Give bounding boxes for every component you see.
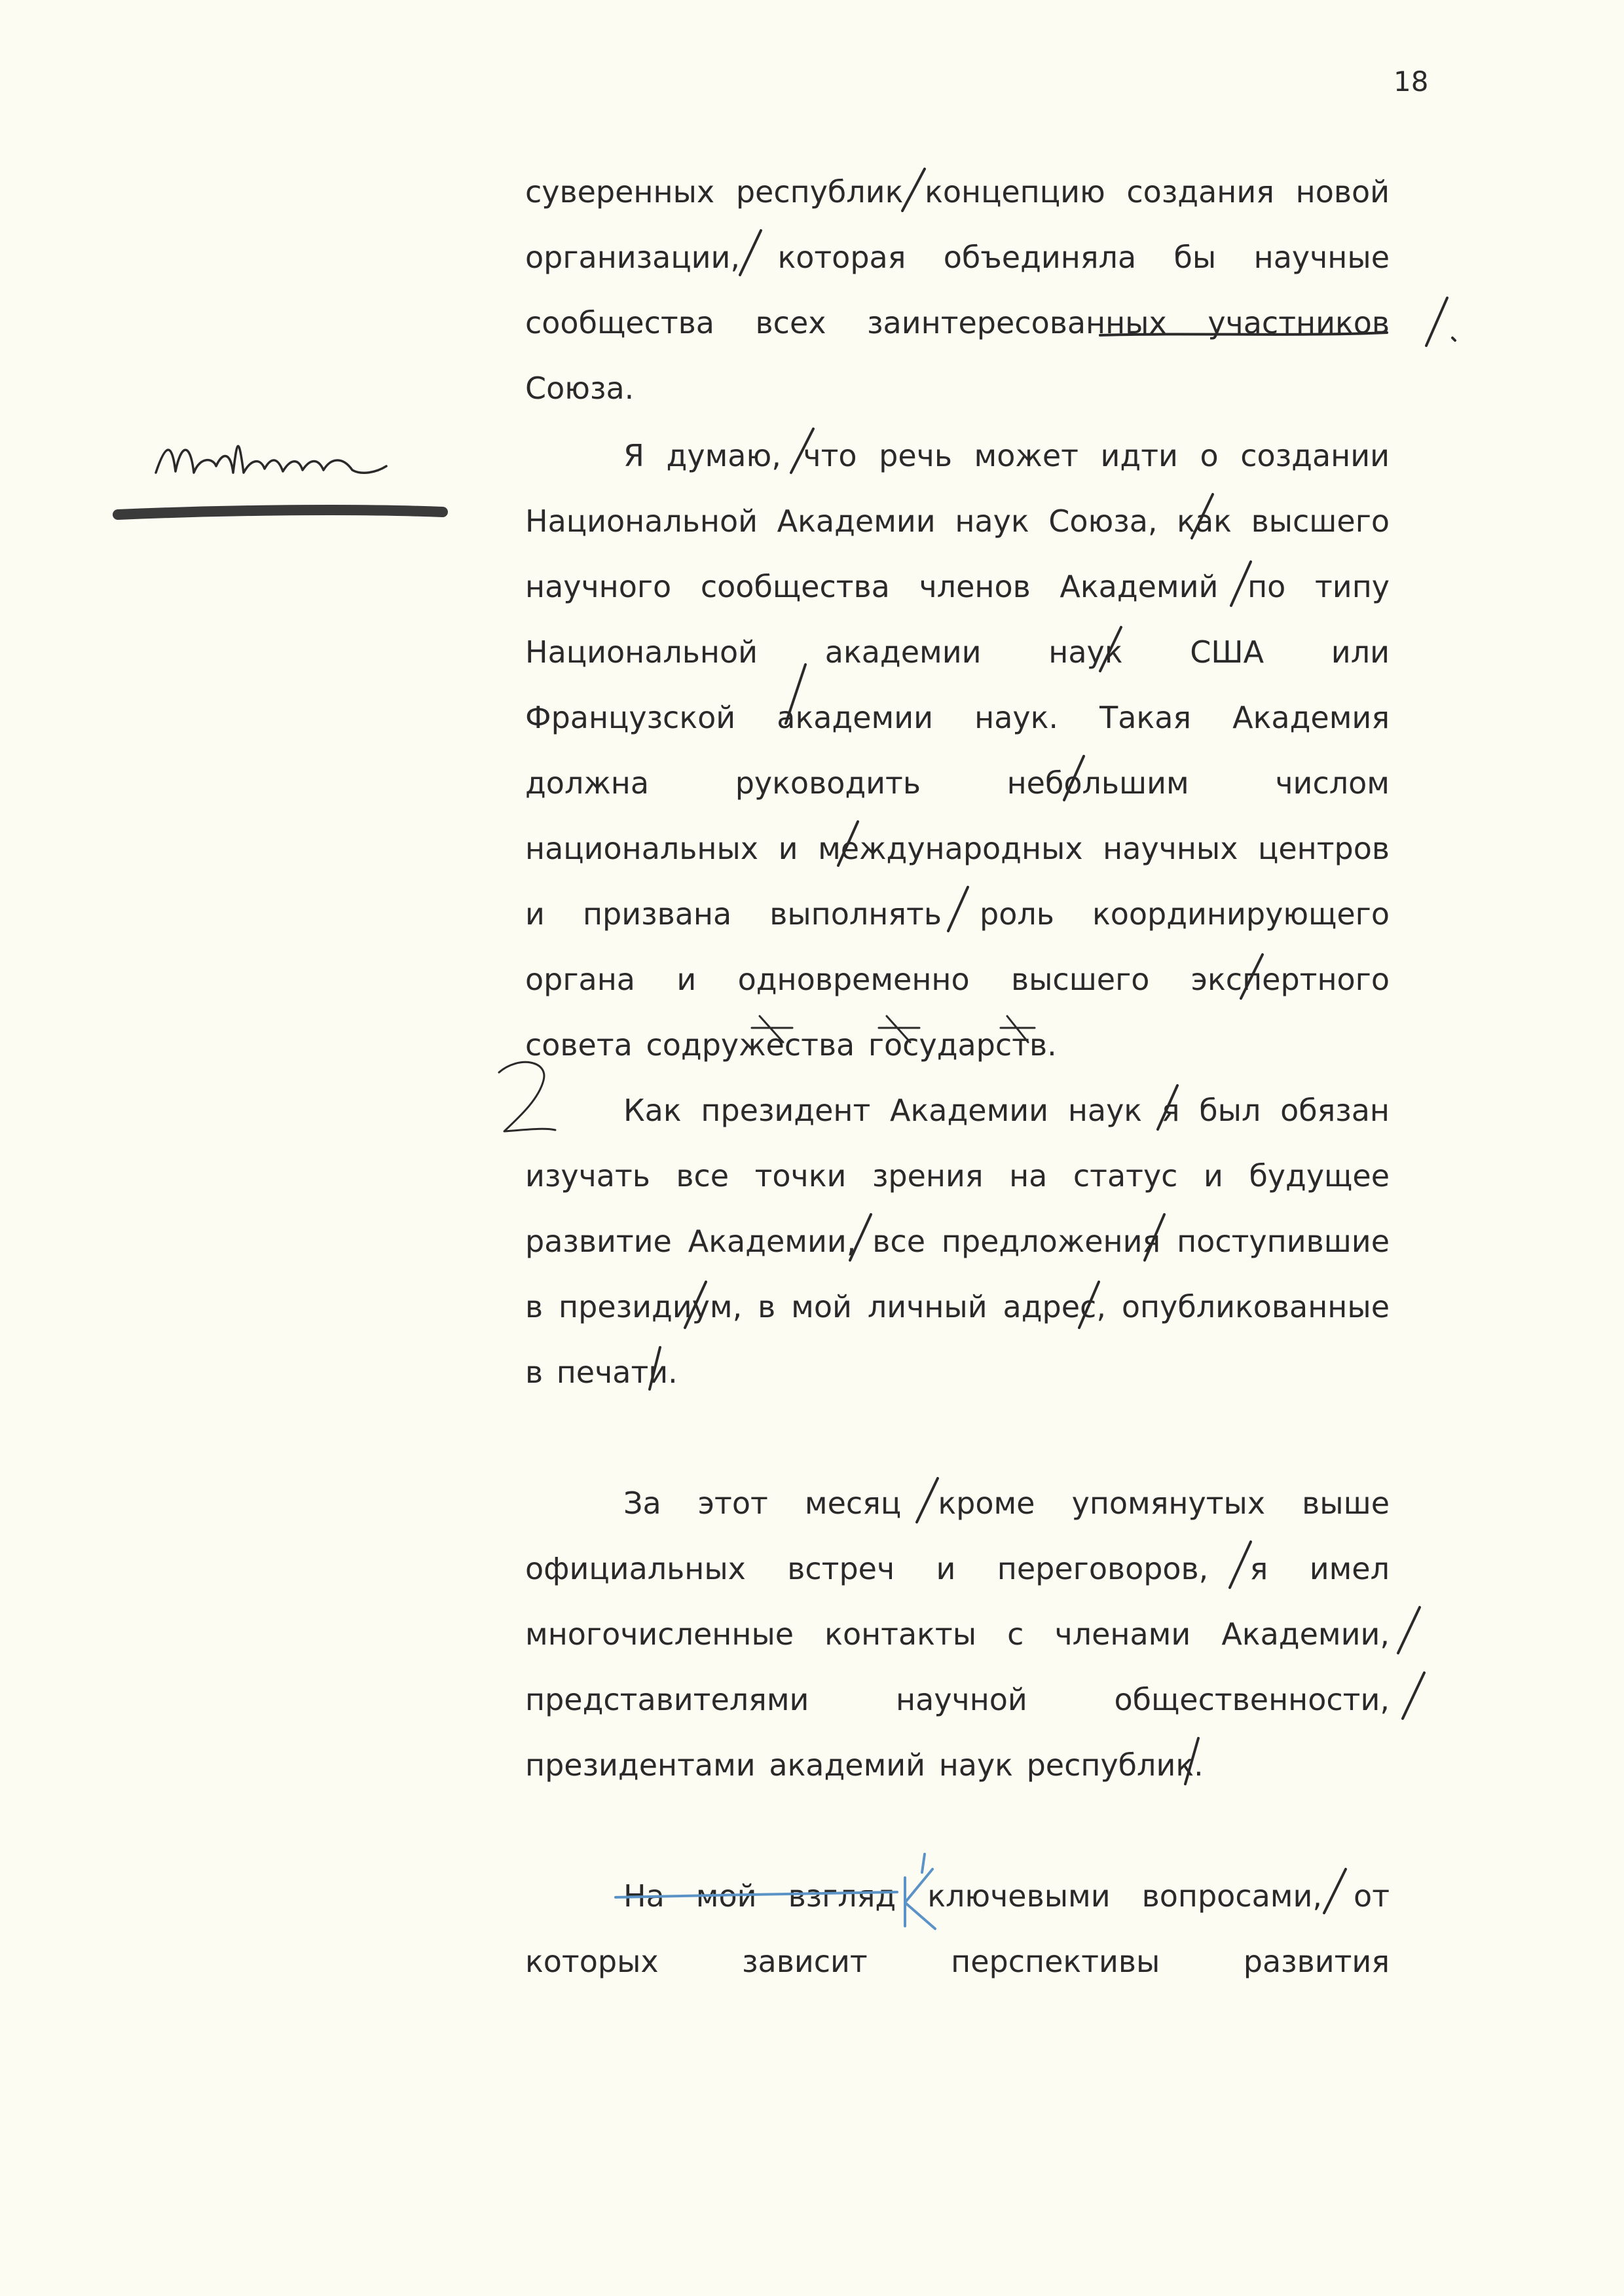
- slash-mark: [1403, 1673, 1424, 1719]
- paragraph-2: [525, 423, 1390, 1078]
- margin-note-handwriting: [156, 446, 386, 473]
- paragraph-2-text: Я думаю, что речь может идти о создании Национальной Академии наук Союза, как высшего научного сообщества членов Академий по типу Национальной академии наук США или Французской академии наук. Такая Академия должна руководить небольшим числом национальных и международных научных центров и призвана выполнять роль координирующего органа и одновременно высшего экспертного совета содружества государств.: [525, 438, 1390, 1063]
- paragraph-5: [525, 1863, 1390, 1994]
- slash-mark: [1426, 298, 1447, 346]
- slash-mark: [1398, 1607, 1420, 1653]
- paragraph-3-text: Как президент Академии наук я был обязан изучать все точки зрения на статус и будущее развитие Академии, все предложения поступившие в президиум, в мой личный адрес, опубликованные в печати.: [525, 1093, 1390, 1390]
- period-mark: [1452, 338, 1455, 340]
- paragraph-1: суверенных республик концепцию создания новой организации, которая объединяла бы научные сообщества всех заинтересованных участников Союза.: [525, 174, 1390, 406]
- paragraph-4-text: За этот месяц кроме упомянутых выше официальных встреч и переговоров, я имел многочисленные контакты с членами Академии, представителями научной общественности, президентами академий наук республик.: [525, 1485, 1390, 1783]
- paragraph-3: [525, 1078, 1390, 1405]
- paragraph-4: [525, 1470, 1390, 1798]
- page-number: 18: [1393, 65, 1429, 98]
- paragraph-5-text: На мой взгляд ключевыми вопросами, от которых зависит перспективы развития: [525, 1878, 1390, 1979]
- margin-note-underline: [118, 510, 443, 515]
